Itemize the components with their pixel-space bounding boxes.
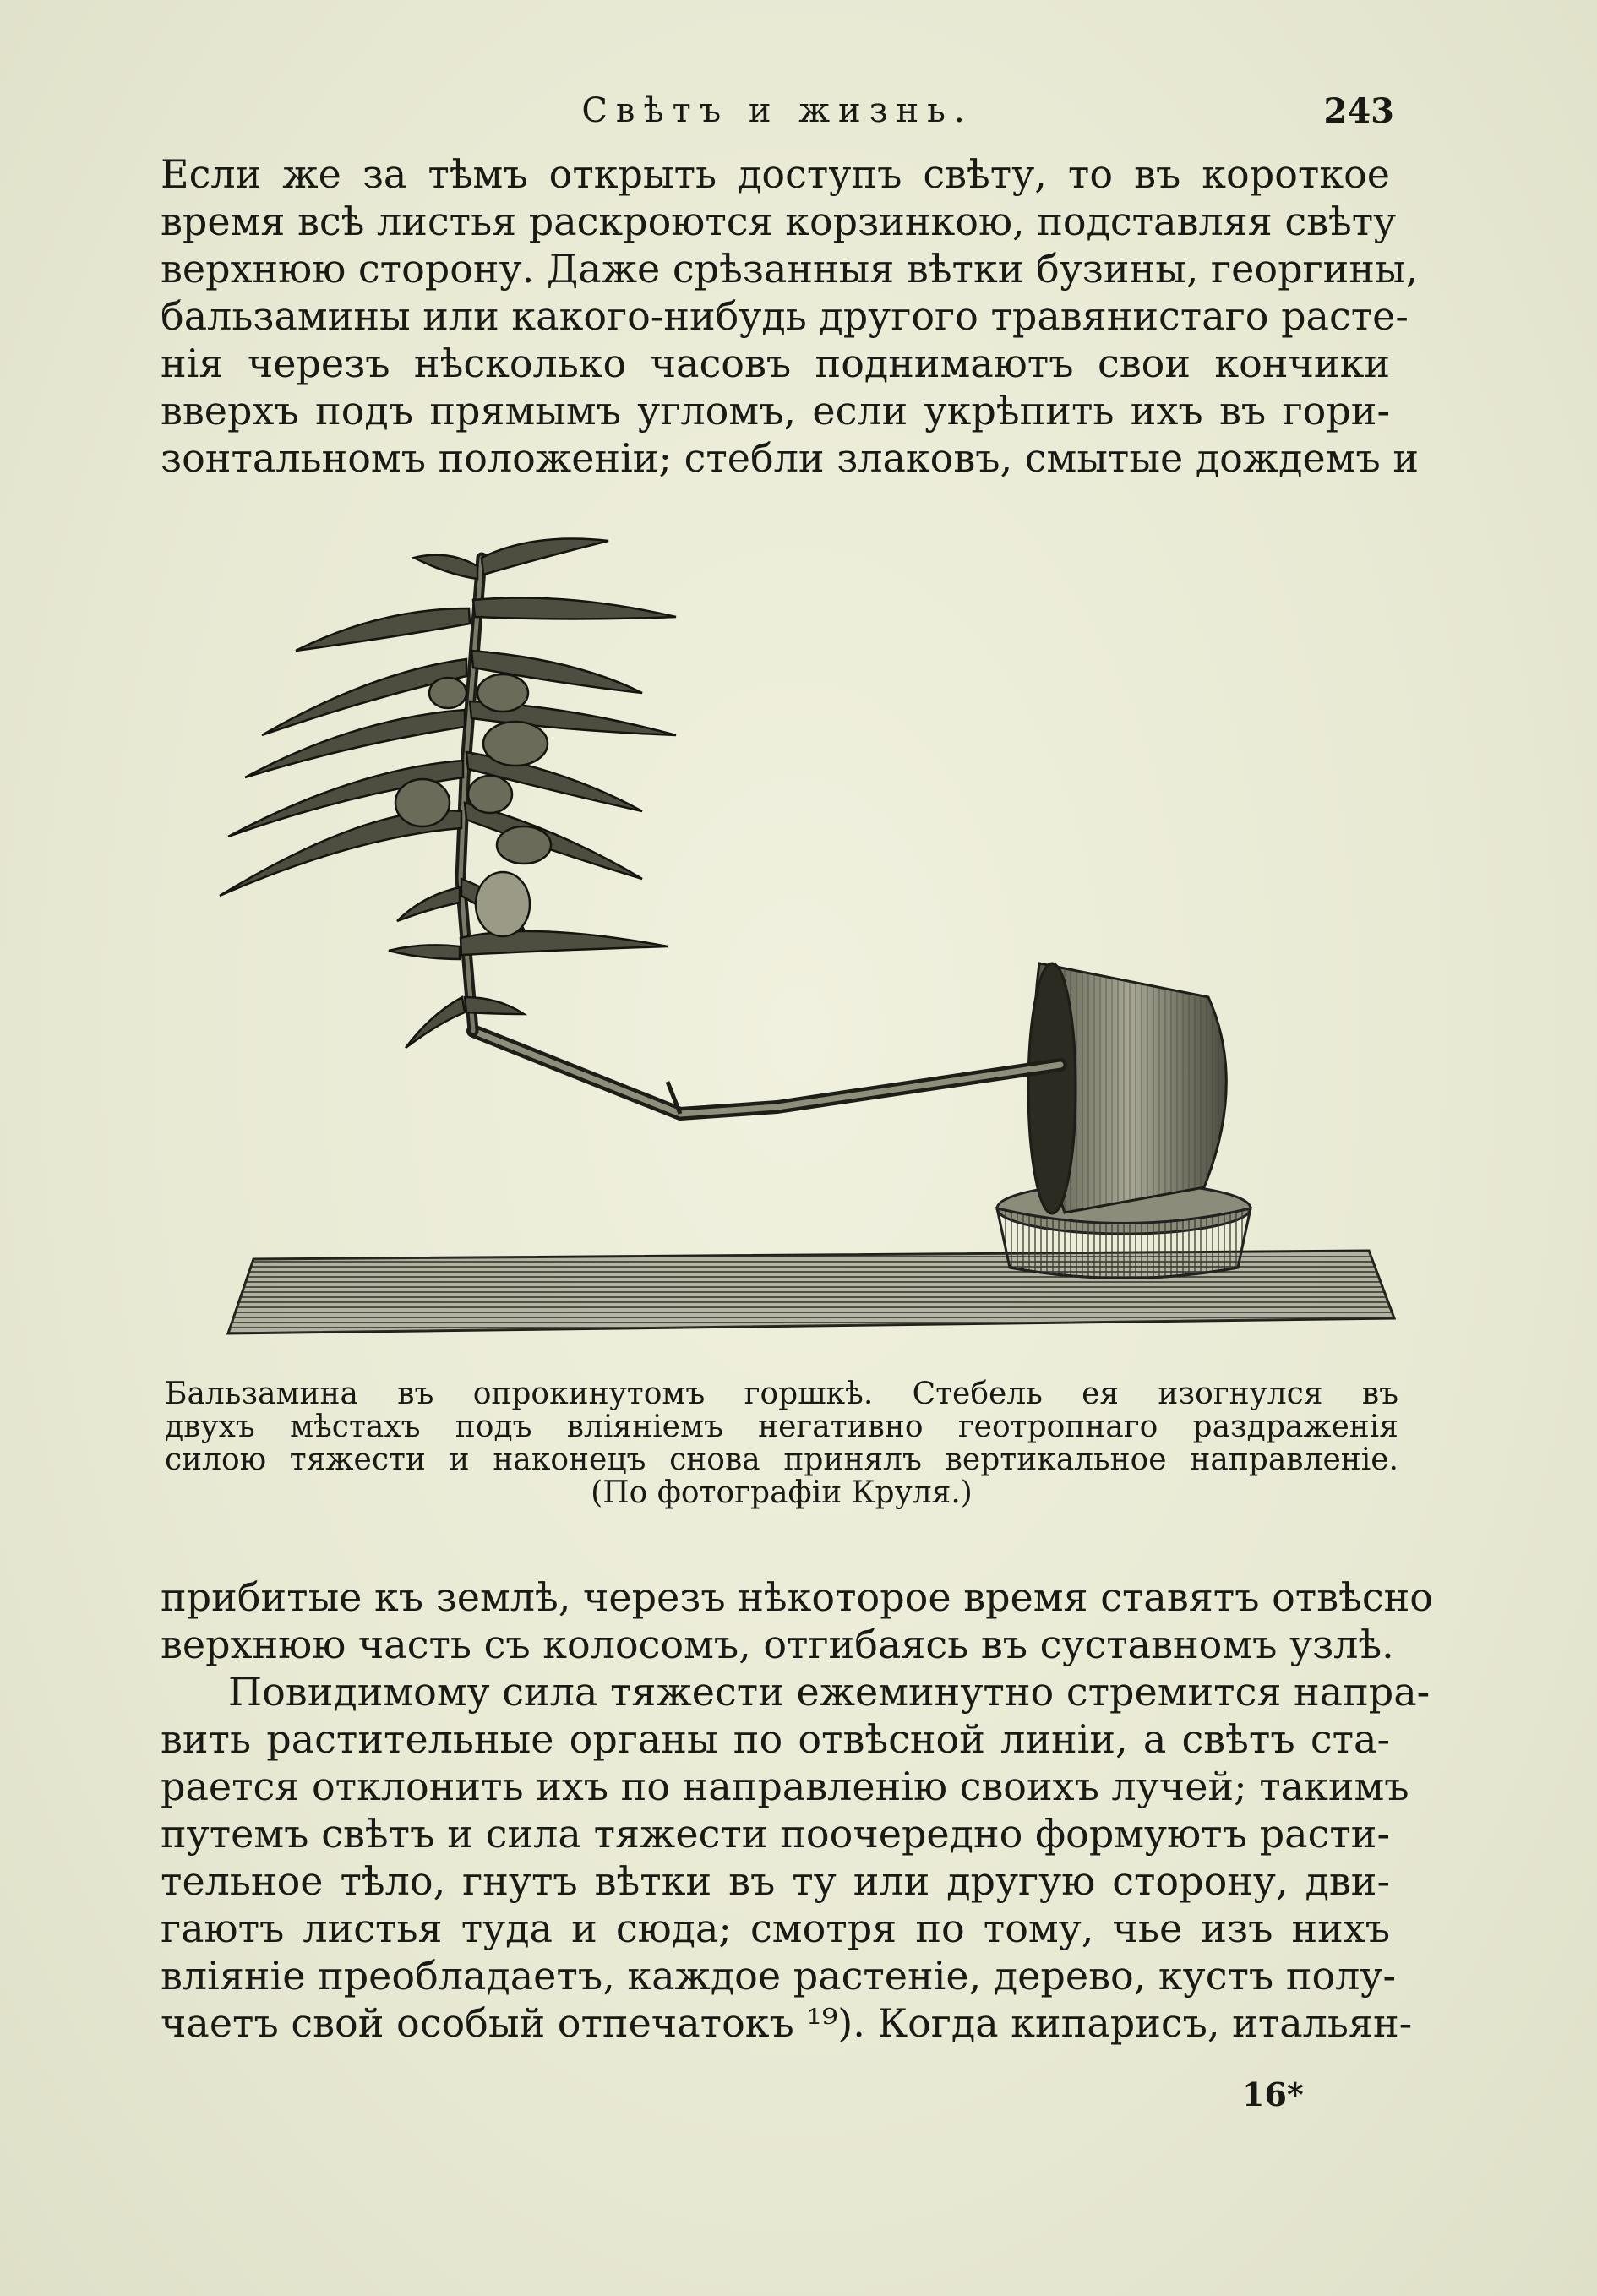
- text-line: вліяніе преобладаетъ, каждое растеніе, дерево, кустъ полу-: [161, 1953, 1397, 1999]
- text-line: рается отклонить ихъ по направленію своихъ лучей; такимъ: [161, 1764, 1409, 1809]
- caption-line: двухъ мѣстахъ подъ вліяніемъ негативно геотропнаго раздраженія: [165, 1410, 1398, 1444]
- caption-line: силою тяжести и наконецъ снова принялъ вертикальное направленіе.: [165, 1442, 1398, 1477]
- text-line: чаетъ свой особый отпечатокъ ¹⁹). Когда кипарисъ, итальян-: [161, 2000, 1413, 2046]
- bottom-paragraphs: [161, 1573, 1433, 2047]
- text-line: верхнюю сторону. Даже срѣзанныя вѣтки бузины, георгины,: [161, 246, 1419, 292]
- running-title: Свѣтъ и жизнь.: [581, 91, 973, 130]
- text-line: прибитые къ землѣ, черезъ нѣкоторое время ставятъ отвѣсно: [161, 1574, 1433, 1620]
- text-line: зонтальномъ положеніи; стебли злаковъ, смытые дождемъ и: [161, 435, 1420, 481]
- text-line: бальзамины или какого-нибудь другого травянистаго расте-: [161, 293, 1409, 339]
- text-line: вверхъ подъ прямымъ угломъ, если укрѣпить ихъ въ гори-: [161, 388, 1390, 434]
- text-line: путемъ свѣтъ и сила тяжести поочередно формуютъ расти-: [161, 1811, 1390, 1857]
- photo-credit: (По фотографіи Круля.): [591, 1475, 973, 1510]
- balsam-plant-illustration: [169, 524, 1403, 1352]
- text-line: нія черезъ нѣсколько часовъ поднимаютъ свои кончики: [161, 341, 1390, 386]
- overturned-pot: [1028, 963, 1226, 1213]
- page-header: [161, 91, 1394, 142]
- engraving: [169, 524, 1403, 1352]
- text-line: вить растительные органы по отвѣсной линіи, а свѣтъ ста-: [161, 1716, 1390, 1762]
- text-line: тельное тѣло, гнутъ вѣтки въ ту или другую сторону, дви-: [161, 1858, 1390, 1904]
- text-line: Если же за тѣмъ открыть доступъ свѣту, то въ короткое: [161, 151, 1390, 197]
- text-line: Повидимому сила тяжести ежеминутно стремится напра-: [228, 1669, 1431, 1715]
- top-paragraph: [161, 150, 1420, 482]
- text-line: верхнюю часть съ колосомъ, отгибаясь въ суставномъ узлѣ.: [161, 1622, 1394, 1667]
- signature-mark: 16*: [1242, 2075, 1304, 2113]
- text-line: время всѣ листья раскроются корзинкою, подставляя свѣту: [161, 199, 1397, 244]
- caption-line: Бальзамина въ опрокинутомъ горшкѣ. Стебель ея изогнулся въ: [165, 1377, 1398, 1411]
- text-line: гаютъ листья туда и сюда; смотря по тому, чье изъ нихъ: [161, 1906, 1390, 1951]
- page-number: 243: [1323, 91, 1394, 131]
- figure-caption: [165, 1377, 1398, 1509]
